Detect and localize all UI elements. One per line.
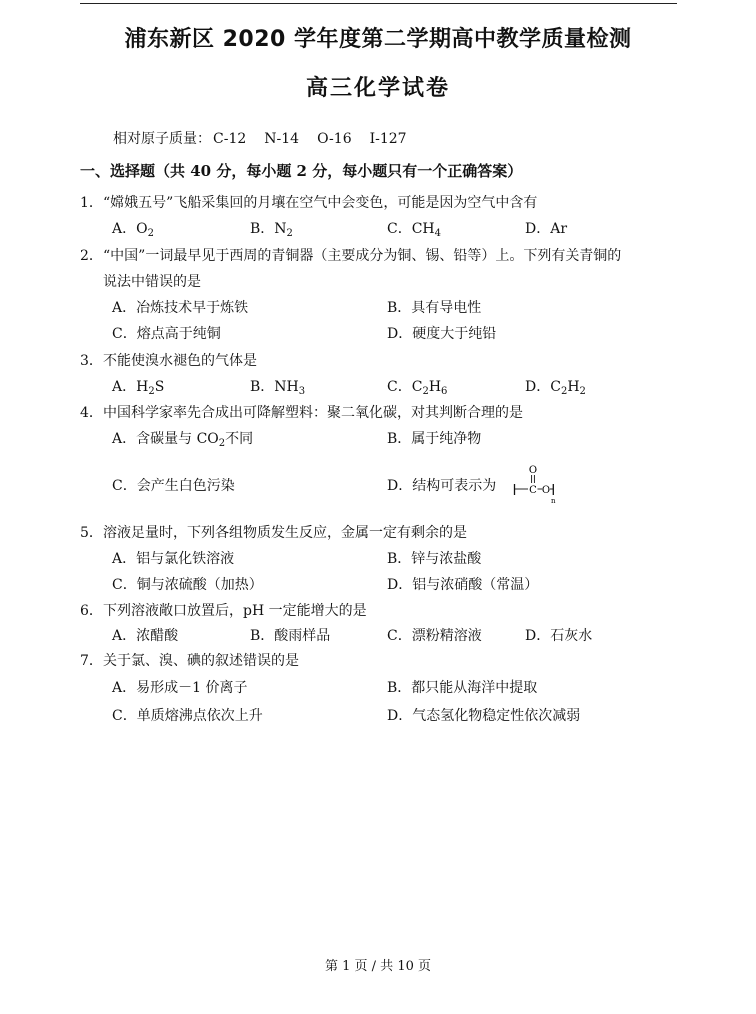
option-c	[112, 574, 263, 594]
option-b	[250, 625, 330, 645]
formula-top-atom: O	[528, 465, 538, 476]
question-number: 7．	[80, 653, 103, 669]
option-text: Ar	[550, 221, 568, 237]
option-b	[387, 428, 481, 448]
option-letter: B．	[387, 551, 412, 567]
option-letter: B．	[387, 680, 412, 696]
option-c	[387, 376, 447, 397]
formula-part: H	[136, 379, 149, 395]
formula-part: H	[428, 379, 442, 395]
formula-carbon: C	[529, 485, 537, 496]
option-text: 铝与氯化铁溶液	[136, 551, 235, 567]
option-subscript: 2	[218, 438, 226, 449]
header-rule	[80, 3, 677, 4]
option-text: 易形成－1 价离子	[136, 680, 248, 696]
atomic-mass-line	[113, 128, 425, 148]
option-text: 单质熔沸点依次上升	[136, 708, 263, 724]
option-text: 冶炼技术早于炼铁	[136, 300, 249, 316]
question-number: 1．	[80, 195, 103, 211]
formula-part: C	[550, 379, 561, 395]
option-b	[387, 677, 537, 697]
question-stem: “中国”一词最早见于西周的青铜器（主要成分为铜、锡、铅等）上。下列有关青铜的	[103, 248, 622, 264]
option-a	[112, 218, 154, 239]
option-letter: D．	[387, 326, 413, 342]
formula-subscript: 2	[422, 386, 429, 397]
option-letter: C．	[387, 379, 412, 395]
option-text: 铜与浓硫酸（加热）	[136, 577, 263, 593]
option-text: 酸雨样品	[274, 628, 331, 644]
option-letter: D．	[525, 379, 551, 395]
option-letter: A．	[112, 379, 137, 395]
option-d	[387, 574, 538, 594]
option-d	[525, 218, 567, 238]
question-number: 2．	[80, 248, 103, 264]
option-a	[112, 376, 164, 397]
question-number: 5．	[80, 525, 103, 541]
question-stem: 中国科学家率先合成出可降解塑料：聚二氧化碳，对其判断合理的是	[103, 405, 523, 421]
option-letter: B．	[250, 221, 275, 237]
option-text: 属于纯净物	[411, 431, 482, 447]
option-text: 漂粉精溶液	[411, 628, 482, 644]
option-a	[112, 297, 248, 317]
option-c	[112, 475, 235, 495]
option-letter: B．	[250, 628, 275, 644]
atomic-mass-item: I-127	[369, 131, 407, 147]
option-d	[387, 323, 496, 343]
option-text: O	[136, 221, 148, 237]
question-number: 6．	[80, 603, 103, 619]
option-b	[387, 297, 481, 317]
option-letter: D．	[525, 221, 551, 237]
option-d	[525, 625, 592, 645]
option-text: 硬度大于纯铅	[412, 326, 497, 342]
formula-part: H	[567, 379, 580, 395]
option-text: N	[274, 221, 287, 237]
option-text: 熔点高于纯铜	[136, 326, 221, 342]
formula-part: S	[154, 379, 165, 395]
formula-oxygen: O	[541, 485, 551, 496]
section-heading: 一、选择题（共 40 分，每小题 2 分，每小题只有一个正确答案）	[80, 162, 523, 180]
atomic-mass-label: 相对原子质量：	[113, 131, 211, 147]
option-letter: A．	[112, 221, 137, 237]
question-stem-continued: 说法中错误的是	[103, 274, 201, 290]
option-letter: C．	[112, 326, 137, 342]
formula-part: NH	[274, 379, 299, 395]
question-stem: “嫦娥五号”飞船采集回的月壤在空气中会变色，可能是因为空气中含有	[103, 195, 538, 211]
question-stem: 不能使溴水褪色的气体是	[103, 353, 257, 369]
page-footer: 第 1 页 / 共 10 页	[325, 959, 431, 974]
polymer-structure-formula	[514, 462, 554, 508]
option-text: 气态氢化物稳定性依次减弱	[412, 708, 581, 724]
option-letter: B．	[387, 431, 412, 447]
option-text: 铝与浓硝酸（常温）	[412, 577, 539, 593]
option-letter: D．	[387, 577, 413, 593]
option-subscript: 2	[147, 228, 154, 239]
option-text: 石灰水	[550, 628, 593, 644]
option-c	[387, 218, 441, 239]
option-text: 都只能从海洋中提取	[411, 680, 538, 696]
option-letter: A．	[112, 300, 137, 316]
question-number: 3．	[80, 353, 103, 369]
option-c	[112, 323, 221, 343]
option-text-suffix: 不同	[225, 431, 254, 447]
option-text: 浓醋酸	[136, 628, 179, 644]
question-stem: 溶液足量时，下列各组物质发生反应，金属一定有剩余的是	[103, 525, 467, 541]
option-letter: C．	[112, 478, 137, 494]
question-number: 4．	[80, 405, 103, 421]
option-a	[112, 428, 253, 449]
option-c	[387, 625, 482, 645]
option-letter: C．	[112, 708, 137, 724]
option-letter: D．	[525, 628, 551, 644]
option-letter: A．	[112, 680, 137, 696]
formula-subscript: 6	[441, 386, 448, 397]
formula-part: C	[411, 379, 423, 395]
atomic-mass-item: O-16	[317, 131, 352, 147]
option-text: 具有导电性	[411, 300, 482, 316]
option-subscript: 4	[434, 228, 442, 239]
option-letter: A．	[112, 628, 137, 644]
atomic-mass-item: C-12	[213, 131, 247, 147]
option-a	[112, 677, 247, 697]
option-d	[387, 705, 580, 725]
formula-subscript: 2	[579, 386, 586, 397]
question-stem: 下列溶液敞口放置后，pH 一定能增大的是	[103, 603, 367, 619]
option-letter: C．	[112, 577, 137, 593]
option-letter: D．	[387, 708, 413, 724]
option-d	[525, 376, 586, 397]
option-b	[250, 218, 293, 239]
formula-subscript: 2	[148, 386, 155, 397]
formula-subscript: 2	[560, 386, 568, 397]
exam-title: 浦东新区 2020 学年度第二学期高中教学质量检测	[124, 27, 632, 52]
option-letter: A．	[112, 431, 137, 447]
option-b	[250, 376, 305, 397]
option-text: 含碳量与 CO	[136, 431, 219, 447]
option-letter: D．	[387, 478, 413, 494]
option-subscript: 2	[286, 228, 293, 239]
formula-subscript-n: n	[551, 497, 556, 505]
question-stem: 关于氯、溴、碘的叙述错误的是	[103, 653, 299, 669]
option-b	[387, 548, 481, 568]
option-letter: C．	[387, 628, 412, 644]
atomic-mass-item: N-14	[264, 131, 300, 147]
option-a	[112, 625, 178, 645]
option-text: 结构可表示为	[412, 478, 497, 494]
option-d	[387, 475, 496, 495]
option-letter: C．	[387, 221, 412, 237]
option-c	[112, 705, 263, 725]
option-text: CH	[411, 221, 435, 237]
option-a	[112, 548, 234, 568]
option-text: 会产生白色污染	[136, 478, 235, 494]
option-letter: B．	[250, 379, 275, 395]
option-letter: A．	[112, 551, 137, 567]
exam-subtitle: 高三化学试卷	[305, 76, 450, 101]
option-text: 锌与浓盐酸	[411, 551, 482, 567]
formula-subscript: 3	[298, 386, 306, 397]
option-letter: B．	[387, 300, 412, 316]
